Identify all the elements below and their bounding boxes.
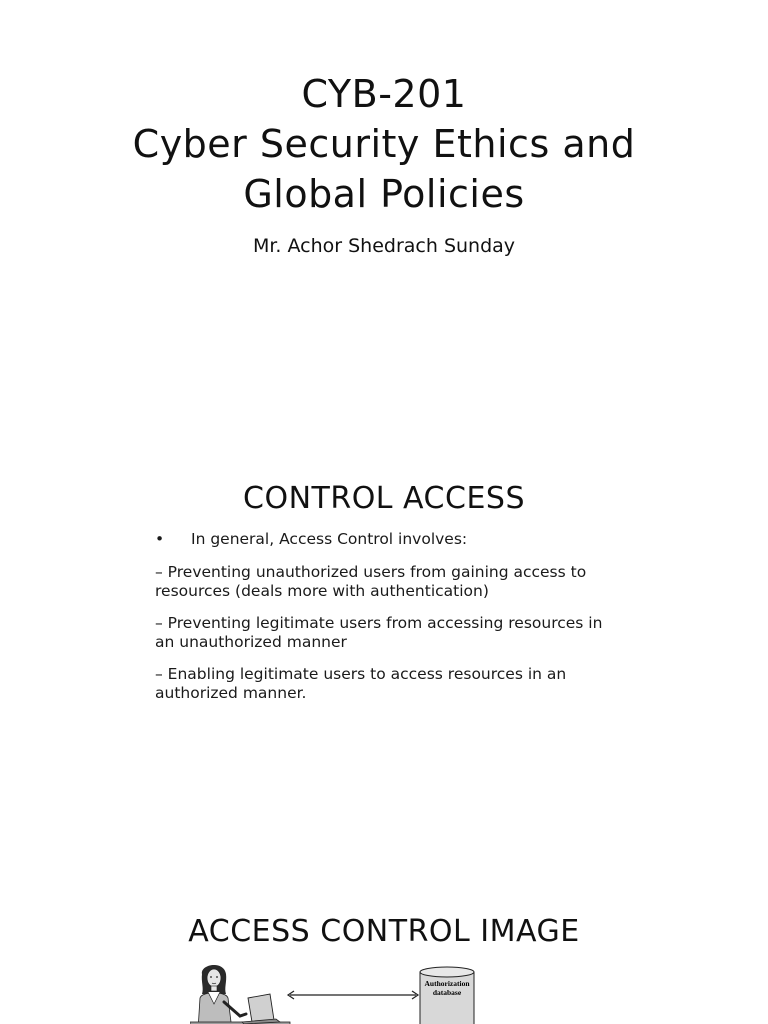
database-icon	[420, 967, 474, 1024]
access-control-diagram	[190, 960, 490, 1024]
sub-point: – Preventing unauthorized users from gaining access to resources (deals more with authentication)	[155, 563, 587, 600]
course-title-line1: Cyber Security Ethics and	[132, 122, 636, 166]
control-access-slide	[0, 440, 768, 880]
database-label-line2: database	[432, 988, 462, 997]
course-title-line2: Global Policies	[243, 172, 525, 216]
sub-point: – Enabling legitimate users to access resources in an authorized manner.	[155, 665, 567, 702]
course-code: CYB-201	[301, 72, 467, 116]
bullet-item	[155, 530, 625, 549]
user-at-laptop-icon	[190, 965, 290, 1024]
access-control-image-slide	[0, 880, 768, 1024]
slide-heading: ACCESS CONTROL IMAGE	[188, 914, 580, 949]
connector-arrow	[288, 991, 418, 999]
author-name: Mr. Achor Shedrach Sunday	[252, 235, 516, 257]
database-label-line1: Authorization	[424, 979, 470, 988]
bullet-text: In general, Access Control involves:	[191, 530, 468, 548]
title-slide	[0, 0, 768, 440]
sub-point: – Preventing legitimate users from accessing resources in an unauthorized manner	[155, 614, 603, 651]
slide-heading: CONTROL ACCESS	[243, 481, 525, 516]
diagram-svg	[190, 960, 490, 1024]
bullet-marker: •	[155, 530, 165, 548]
